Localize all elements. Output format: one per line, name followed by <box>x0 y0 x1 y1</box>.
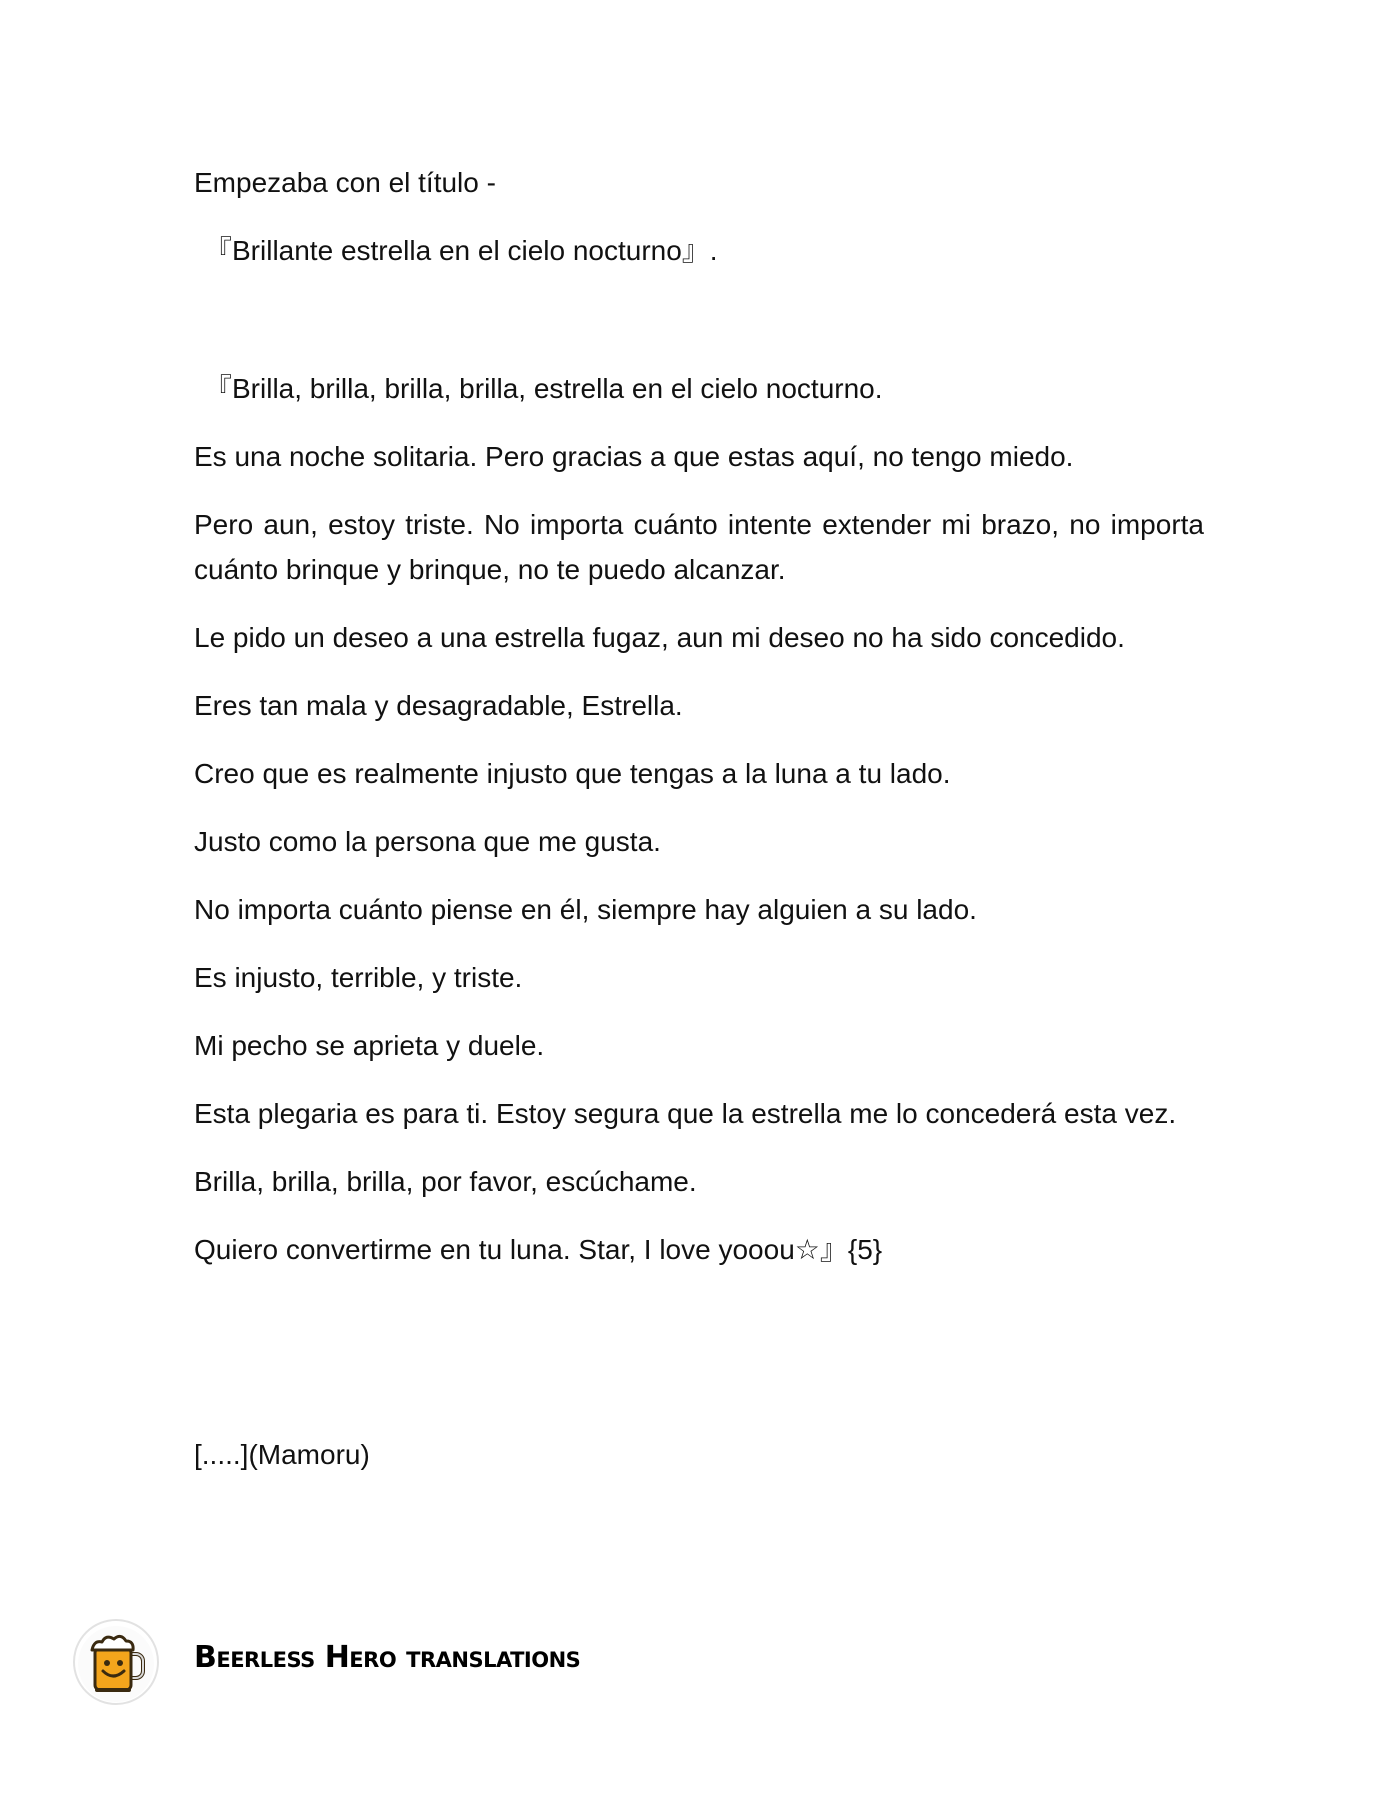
song-title: 『Brillante estrella en el cielo nocturno』. <box>204 235 718 266</box>
lyric-line: Esta plegaria es para ti. Estoy segura que la estrella me lo concederá esta vez. <box>194 1098 1177 1129</box>
intro-line: Empezaba con el título - <box>194 167 496 198</box>
brand-name: Beerless Hero translations <box>194 1640 581 1675</box>
lyric-line: Mi pecho se aprieta y duele. <box>194 1030 545 1061</box>
lyric-line: Brilla, brilla, brilla, por favor, escúchame. <box>194 1166 697 1197</box>
document-body <box>194 160 1204 1477</box>
lyric-line: Eres tan mala y desagradable, Estrella. <box>194 690 683 721</box>
lyric-line: No importa cuánto piense en él, siempre hay alguien a su lado. <box>194 894 977 925</box>
footer <box>72 1618 772 1708</box>
lyric-line: Creo que es realmente injusto que tengas a la luna a tu lado. <box>194 758 951 789</box>
lyric-line: Justo como la persona que me gusta. <box>194 826 661 857</box>
speaker-line: [.....](Mamoru) <box>194 1439 370 1470</box>
beer-mug-smiley-icon <box>72 1618 160 1706</box>
lyric-line: Es una noche solitaria. Pero gracias a que estas aquí, no tengo miedo. <box>194 441 1074 472</box>
lyric-line: Es injusto, terrible, y triste. <box>194 962 523 993</box>
lyric-line: Pero aun, estoy triste. No importa cuánto intente extender mi brazo, no importa cuánto brinque y brinque, no te puedo alcanzar. <box>194 509 1204 585</box>
lyric-line: 『Brilla, brilla, brilla, brilla, estrella en el cielo nocturno. <box>204 373 883 404</box>
lyric-line: Le pido un deseo a una estrella fugaz, aun mi deseo no ha sido concedido. <box>194 622 1125 653</box>
lyric-line: Quiero convertirme en tu luna. Star, I love yooou☆』{5} <box>194 1234 883 1265</box>
